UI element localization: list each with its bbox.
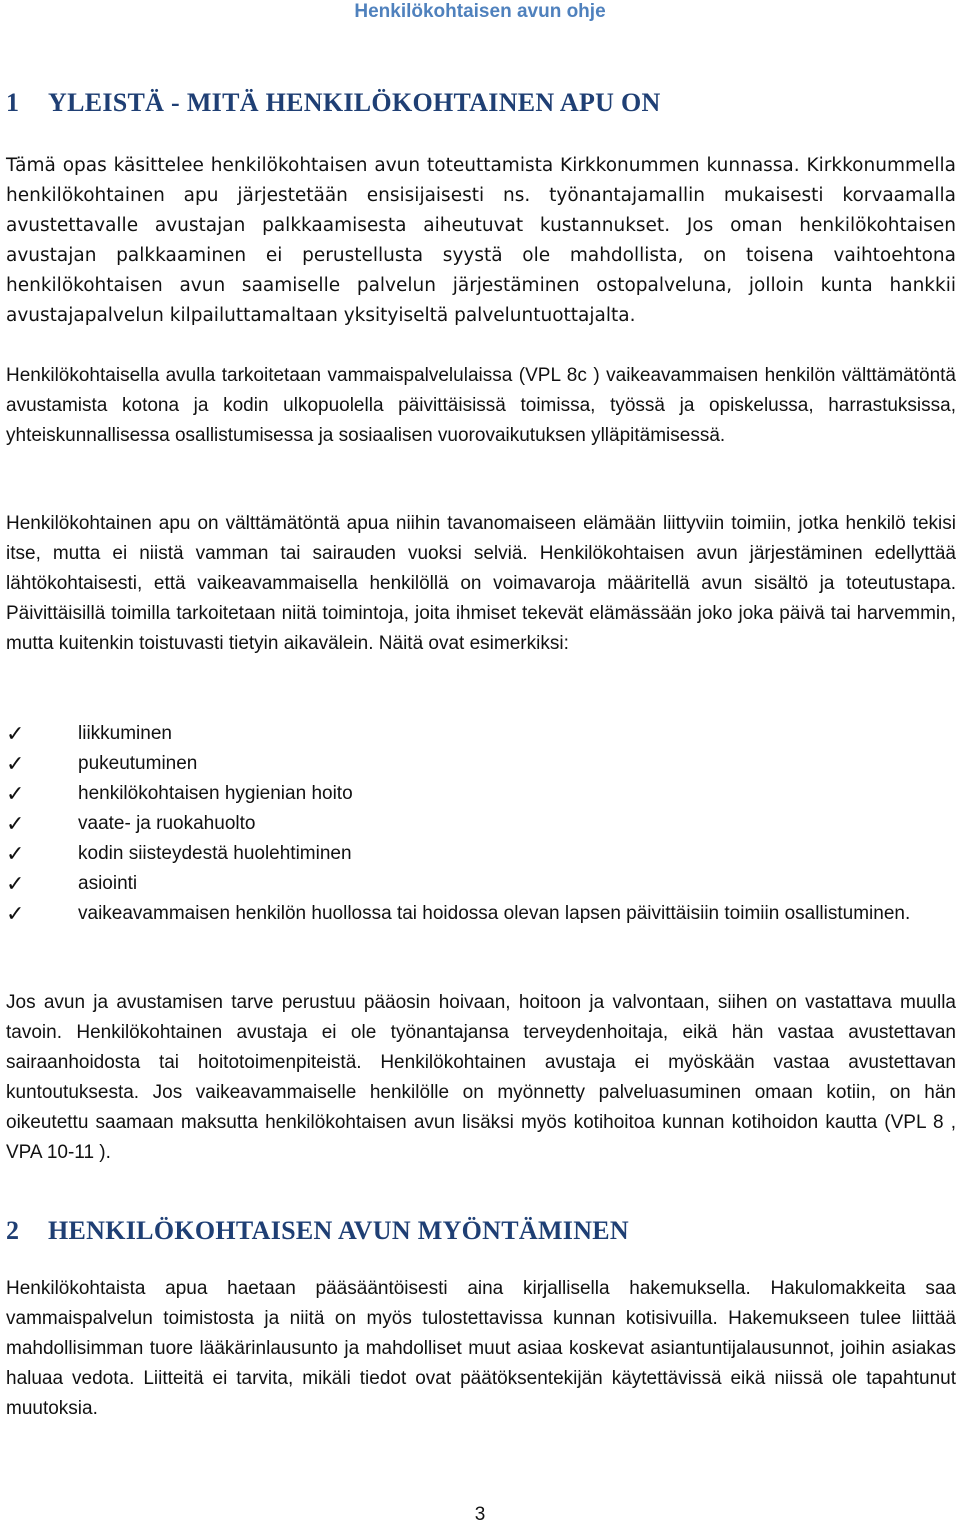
checkmark-icon: ✓ — [6, 781, 25, 806]
checkmark-icon: ✓ — [6, 901, 25, 926]
section-1-paragraph-3: Henkilökohtainen apu on välttämätöntä apua niihin tavanomaiseen elämään liittyviin toimiin, jotka henkilö tekisi itse, mutta ei niistä vamman tai sairauden vuoksi selviä. Henkilökohtaisen avun järjestäminen edellyttää lähtökohtaisesti, että vaikeavammaisella henkilöllä on voimavaroja määritellä avun sisältö ja toteutustapa. Päivittäisillä toimilla tarkoitetaan niitä toimintoja, joita ihmiset tekevät elämässään joko joka päivä tai harvemmin, mutta kuitenkin toistuvasti tietyin aikavälein. Näitä ovat esimerkiksi: — [6, 513, 956, 654]
list-item: ✓ vaate- ja ruokahuolto — [6, 809, 956, 839]
section-1-paragraph-2: Henkilökohtaisella avulla tarkoitetaan vammaispalvelulaissa (VPL 8c ) vaikeavammaisen henkilön välttämätöntä avustamista kotona ja kodin ulkopuolella päivittäisissä toimissa, työssä ja opiskelussa, harrastuksissa, yhteiskunnallisessa osallistumisessa ja sosiaalisen vuorovaikutuksen ylläpitämisessä. — [6, 365, 956, 446]
section-1-heading — [6, 88, 956, 118]
list-item: ✓ vaikeavammaisen henkilön huollossa tai hoidossa olevan lapsen päivittäisiin toimiin osallistuminen. — [6, 899, 956, 929]
list-item: ✓ liikkuminen — [6, 719, 956, 749]
section-1-number: 1 — [6, 88, 20, 117]
list-item: ✓ kodin siisteydestä huolehtiminen — [6, 839, 956, 869]
list-item: ✓ asiointi — [6, 869, 956, 899]
checkmark-icon: ✓ — [6, 871, 25, 896]
list-item: ✓ henkilökohtaisen hygienian hoito — [6, 779, 956, 809]
checkmark-icon: ✓ — [6, 751, 25, 776]
page-number: 3 — [474, 1504, 486, 1525]
section-1-title: YLEISTÄ - MITÄ HENKILÖKOHTAINEN APU ON — [48, 88, 661, 117]
section-1-paragraph-1: Tämä opas käsittelee henkilökohtaisen avun toteuttamista Kirkkonummen kunnassa. Kirkkonummella henkilökohtainen apu järjestetään ensisijaisesti ns. työnantajamallin mukaisesti korvaamalla avustettavalle avustajan palkkaamisesta aiheutuvat kustannukset. Jos oman henkilökohtaisen avustajan palkkaaminen ei perustellusta syystä ole mahdollista, on toisena vaihtoehtona henkilökohtaisen avun saamiselle palvelun järjestäminen ostopalveluna, jolloin kunta hankkii avustajapalvelun kilpailuttamaltaan yksityiseltä palveluntuottajalta. — [6, 155, 956, 326]
section-1-paragraph-4: Jos avun ja avustamisen tarve perustuu pääosin hoivaan, hoitoon ja valvontaan, siihen on vastattava muulla tavoin. Henkilökohtainen avustaja ei ole työnantajansa terveydenhoitaja, eikä hän vastaa avustettavan sairaanhoidosta tai hoitotoimenpiteistä. Henkilökohtainen avustaja ei myöskään vastaa avustettavan kuntoutuksesta. Jos vaikeavammaiselle henkilölle on myönnetty palveluasuminen omaan kotiin, on hän oikeutettu saamaan maksutta henkilökohtaisen avun lisäksi myös kotihoitoa kunnan kotihoidon kautta (VPL 8 , VPA 10-11 ). — [6, 992, 956, 1163]
running-header: Henkilökohtaisen avun ohje — [354, 1, 606, 22]
section-2-number: 2 — [6, 1216, 20, 1245]
checkmark-icon: ✓ — [6, 841, 25, 866]
section-2-paragraph-1: Henkilökohtaista apua haetaan pääsääntöisesti aina kirjallisella hakemuksella. Hakulomakkeita saa vammaispalvelun toimistosta ja niitä on myös tulostettavissa kunnan kotisivuilla. Hakemukseen tulee liittää mahdollisimman tuore lääkärinlausunto ja mahdolliset muut asiaa koskevat asiantuntijalausunnot, joihin asiakas haluaa vedota. Liitteitä ei tarvita, mikäli tiedot ovat päätöksentekijän käytettävissä eikä niissä ole tapahtunut muutoksia. — [6, 1278, 956, 1419]
section-2-title: HENKILÖKOHTAISEN AVUN MYÖNTÄMINEN — [48, 1216, 630, 1245]
section-2-heading — [6, 1216, 956, 1246]
checkmark-icon: ✓ — [6, 811, 25, 836]
list-item: ✓ pukeutuminen — [6, 749, 956, 779]
daily-activities-checklist — [6, 719, 956, 929]
checkmark-icon: ✓ — [6, 721, 25, 746]
